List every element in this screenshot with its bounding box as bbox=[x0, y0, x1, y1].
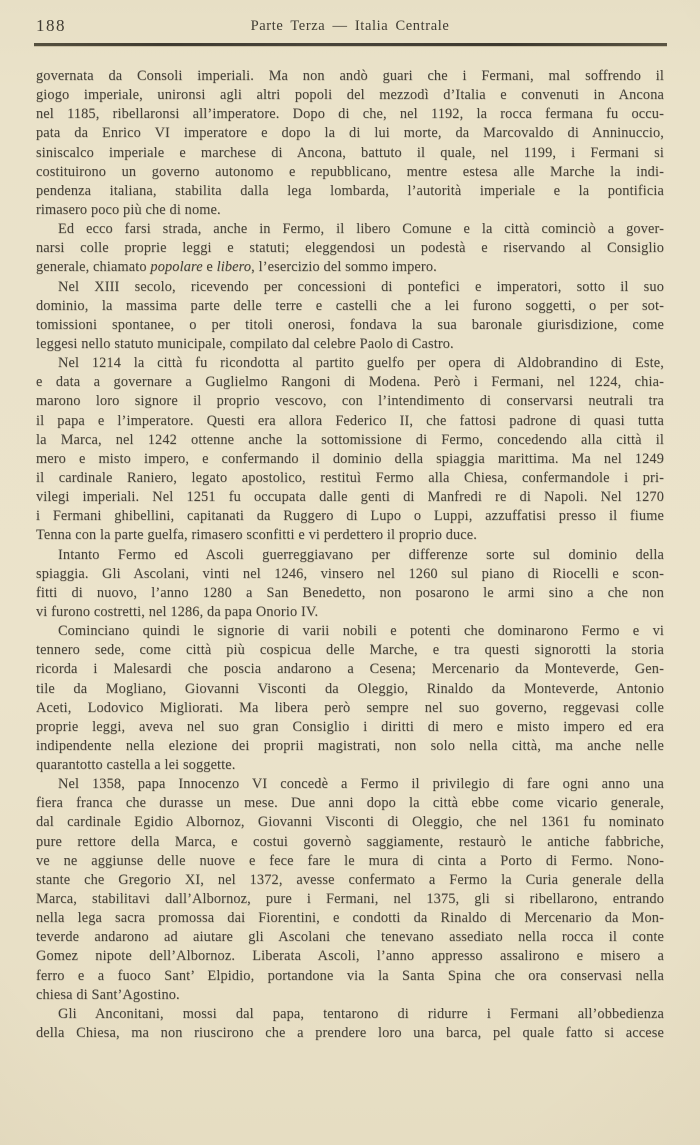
text-line: Aceti, Lodovico Migliorati. Ma libera però sempre nel suo governo, reggevasi colle bbox=[36, 699, 664, 716]
page-number: 188 bbox=[36, 16, 66, 35]
text-line: vi furono costretti, nel 1286, da papa Onorio IV. bbox=[36, 603, 319, 620]
text-line: siniscalco imperiale e marchese di Ancona, battuto il quale, nel 1199, i Fermani si bbox=[36, 144, 664, 161]
text-line: Nel 1358, papa Innocenzo VI concedè a Fermo il privilegio di fare ogni anno una bbox=[58, 776, 664, 793]
text-line: la Marca, nel 1242 ottenne anche la sottomissione di Fermo, concedendo alla città il bbox=[36, 431, 664, 448]
text-line: dominio, la massima parte delle terre e castelli che a lei furono soggetti, o per sot- bbox=[36, 297, 664, 314]
text-line: ferro e a fuoco Sant’ Elpidio, portandone via la Santa Spina che ora conservasi nella bbox=[36, 967, 664, 984]
paragraph bbox=[36, 546, 664, 623]
text-line: costituirono un governo autonomo e repubblicano, mentre estesa alle Marche la indi- bbox=[36, 163, 664, 180]
text-line: Nel XIII secolo, ricevendo per concessioni di pontefici e imperatori, sotto il suo bbox=[58, 278, 664, 295]
text-block bbox=[36, 67, 664, 1043]
running-title: Parte Terza — Italia Centrale bbox=[250, 18, 450, 34]
header-rule bbox=[34, 43, 667, 46]
text-line: i Fermani ghibellini, capitanati da Ruggero di Lupo o Luppi, azzuffatisi presso il fiume bbox=[36, 508, 664, 525]
text-line: della Chiesa, ma non riuscirono che a prendere loro una barca, pel quale fatto si accese bbox=[36, 1025, 664, 1042]
text-line: tomissioni spontanee, o per titoli onerosi, fondava la sua baronale giurisdizione, come bbox=[36, 316, 664, 333]
paragraph bbox=[36, 278, 664, 355]
text-line: mero e misto impero, e confermando il dominio della spiaggia marittima. Ma nel 1249 bbox=[36, 450, 664, 467]
text-line: ve ne aggiunse delle nuove e fece fare le mura di cinta a Porto di Fermo. Nono- bbox=[36, 852, 664, 869]
text-line: nella lega sacra promossa dai Fiorentini, e condotti da Rinaldo di Mercenario da Mon- bbox=[36, 910, 664, 927]
text-line: spiaggia. Gli Ascolani, vinti nel 1246, vinsero nel 1260 sul piano di Riocelli e scon- bbox=[36, 565, 664, 582]
paragraph bbox=[36, 67, 664, 220]
text-line: tile da Mogliano, Giovanni Visconti da Oleggio, Rinaldo da Monteverde, Antonio bbox=[36, 680, 664, 697]
paragraph bbox=[36, 775, 664, 1005]
text-line: governata da Consoli imperiali. Ma non andò guari che i Fermani, mal soffrendo il bbox=[36, 68, 664, 84]
text-line: chiesa di Sant’Agostino. bbox=[36, 986, 180, 1003]
text-line: marono loro signore il proprio vescovo, con l’intendimento di conservarsi neutrali tra bbox=[36, 393, 664, 410]
text-line: dal cardinale Egidio Albornoz, Giovanni Visconti di Oleggio, che nel 1361 fu nominato bbox=[36, 814, 664, 831]
text-line: narsi colle proprie leggi e statuti; eleggendosi un podestà e riservando al Consiglio bbox=[36, 240, 664, 257]
text-line: nel 1185, ribellaronsi all’imperatore. Dopo di che, nel 1192, la rocca fermana fu occu- bbox=[36, 106, 664, 123]
text-line: pendenza italiana, stabilita dalla lega lombarda, l’autorità imperiale e la pontificia bbox=[36, 182, 664, 199]
text-line: ricorda i Malesardi che poscia andarono a Cesena; Mercenario da Monteverde, Gen- bbox=[36, 661, 664, 678]
text-line: giogo imperiale, unironsi agli altri popoli del mezzodì d’Italia e convenuti in Ancona bbox=[36, 87, 664, 104]
text-line: quarantotto castella a lei soggette. bbox=[36, 757, 236, 774]
text-line: Gomez nipote dell’Albornoz. Liberata Ascoli, l’anno appresso assalirono e misero a bbox=[36, 948, 664, 965]
text-line: indipendente nella elezione dei proprii magistrati, non solo nella città, ma anche nelle bbox=[36, 737, 664, 754]
text-line: Ed ecco farsi strada, anche in Fermo, il libero Comune e la città cominciò a gover- bbox=[58, 221, 664, 238]
paragraph bbox=[36, 1005, 664, 1043]
text-line: tennero sede, come città più cospicua delle Marche, e tra questi signorotti la storia bbox=[36, 642, 664, 659]
text-line: leggesi nello statuto municipale, compilato dal celebre Paolo di Castro. bbox=[36, 335, 454, 352]
text-line: teverde andarono ad aiutare gli Ascolani che tenevano assediato nella rocca il conte bbox=[36, 929, 664, 946]
text-line: pure rettore della Marca, e costui governò saggiamente, restaurò le antiche fabbriche, bbox=[36, 833, 664, 850]
text-line: Intanto Fermo ed Ascoli guerreggiavano per differenze sorte sul dominio della bbox=[58, 546, 664, 563]
text-line: il cardinale Raniero, legato apostolico, restituì Fermo alla Chiesa, confermandole i pri- bbox=[36, 469, 664, 486]
text-line: vilegi imperiali. Nel 1251 fu occupata dalle genti di Manfredi re di Napoli. Nel 1270 bbox=[36, 489, 664, 506]
text-line: Tenna con la parte guelfa, rimasero sconfitti e vi perdettero il proprio duce. bbox=[36, 527, 478, 544]
paragraph bbox=[36, 622, 664, 775]
text-line: Nel 1214 la città fu ricondotta al partito guelfo per opera di Aldobrandino di Este, bbox=[58, 355, 664, 372]
text-line: pata da Enrico VI imperatore e dopo la di lui morte, da Marcovaldo di Anninuccio, bbox=[36, 125, 664, 142]
text-line: generale, chiamato popolare e libero, l’esercizio del sommo impero. bbox=[36, 259, 437, 276]
paragraph bbox=[36, 220, 664, 277]
paragraph bbox=[36, 354, 664, 545]
text-line: il papa e l’imperatore. Questi era allora Federico II, che fattosi padrone di quasi tutta bbox=[36, 412, 664, 429]
text-line: fitti di nuovo, l’anno 1280 a San Benedetto, non posarono le armi sino a che non bbox=[36, 584, 664, 601]
text-line: e data a governare a Guglielmo Rangoni di Modena. Però i Fermani, nel 1224, chia- bbox=[36, 374, 664, 391]
text-line: proprie leggi, aveva nel suo gran Consiglio i diritti di mero e misto impero ed era bbox=[36, 718, 664, 735]
text-line: Gli Anconitani, mossi dal papa, tentarono di ridurre i Fermani all’obbedienza bbox=[58, 1005, 664, 1022]
page-header bbox=[36, 16, 664, 38]
text-line: fiera franca che durasse un mese. Due anni dopo la città ebbe come vicario generale, bbox=[36, 795, 664, 812]
text-line: stante che Gregorio XI, nel 1372, avesse confermato a Fermo la Curia generale della bbox=[36, 871, 664, 888]
text-line: Marca, stabilitavi dall’Albornoz, pure i Fermani, nel 1375, gli si ribellarono, entrando bbox=[36, 891, 664, 908]
text-line: rimasero poco più che di nome. bbox=[36, 201, 221, 218]
text-line: Cominciano quindi le signorie di varii nobili e potenti che dominarono Fermo e vi bbox=[58, 623, 664, 640]
